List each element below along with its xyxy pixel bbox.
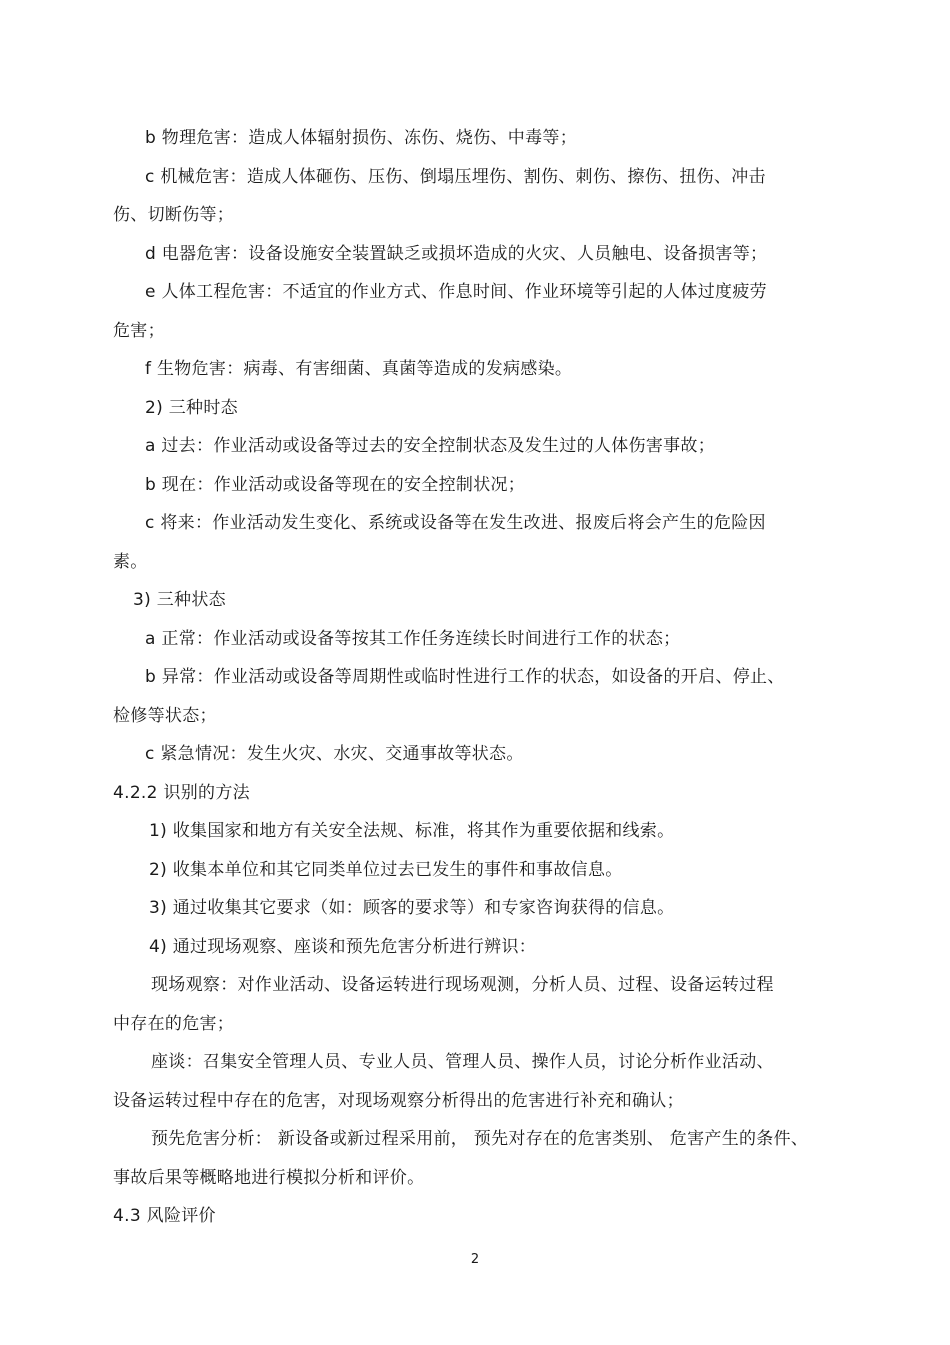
text-line: a 过去：作业活动或设备等过去的安全控制状态及发生过的人体伤害事故； [145,436,716,456]
text-line: 2) 三种时态 [145,398,238,418]
text-line: f 生物危害：病毒、有害细菌、真菌等造成的发病感染。 [145,359,573,379]
text-line: 设备运转过程中存在的危害，对现场观察分析得出的危害进行补充和确认； [113,1091,684,1111]
text-line: 预先危害分析： 新设备或新过程采用前， 预先对存在的危害类别、 危害产生的条件、 [151,1129,809,1149]
text-line: 1) 收集国家和地方有关安全法规、标准，将其作为重要依据和线索。 [149,821,675,841]
text-line: 中存在的危害； [113,1014,235,1034]
text-line: 2) 收集本单位和其它同类单位过去已发生的事件和事故信息。 [149,860,623,880]
text-line: 危害； [113,321,165,341]
page-number: 2 [470,1252,480,1267]
text-line: 座谈：召集安全管理人员、专业人员、管理人员、操作人员，讨论分析作业活动、 [151,1052,774,1072]
text-line: 3) 三种状态 [133,590,226,610]
section-heading: 4.2.2 识别的方法 [113,783,250,803]
text-line: c 紧急情况：发生火灾、水灾、交通事故等状态。 [145,744,524,764]
text-line: 4) 通过现场观察、座谈和预先危害分析进行辨识： [149,937,537,957]
text-line: 3) 通过收集其它要求（如：顾客的要求等）和专家咨询获得的信息。 [149,898,675,918]
text-line: a 正常：作业活动或设备等按其工作任务连续长时间进行工作的状态； [145,629,681,649]
text-line: d 电器危害：设备设施安全装置缺乏或损坏造成的火灾、人员触电、设备损害等； [145,244,768,264]
text-line: b 异常：作业活动或设备等周期性或临时性进行工作的状态，如设备的开启、停止、 [145,667,785,687]
text-line: e 人体工程危害：不适宜的作业方式、作息时间、作业环境等引起的人体过度疲劳 [145,282,767,302]
text-line: 检修等状态； [113,706,217,726]
text-line: 伤、切断伤等； [113,205,235,225]
text-line: 事故后果等概略地进行模拟分析和评价。 [113,1168,425,1188]
text-line: c 将来：作业活动发生变化、系统或设备等在发生改进、报废后将会产生的危险因 [145,513,766,533]
text-line: c 机械危害：造成人体砸伤、压伤、倒塌压埋伤、割伤、刺伤、擦伤、扭伤、冲击 [145,167,766,187]
section-heading: 4.3 风险评价 [113,1206,216,1226]
text-line: b 物理危害：造成人体辐射损伤、冻伤、烧伤、中毒等； [145,128,577,148]
text-line: 素。 [113,552,148,572]
text-line: b 现在：作业活动或设备等现在的安全控制状况； [145,475,526,495]
text-line: 现场观察：对作业活动、设备运转进行现场观测，分析人员、过程、设备运转过程 [151,975,774,995]
